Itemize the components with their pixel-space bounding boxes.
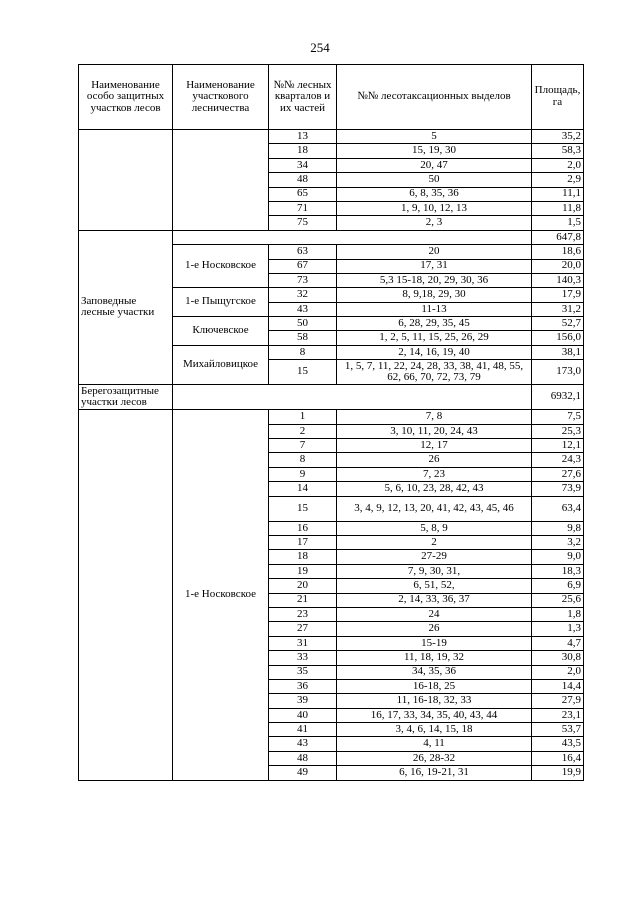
page-number: 254 — [310, 40, 330, 55]
plots-cell: 26 — [337, 453, 532, 467]
area-cell: 18,6 — [532, 245, 584, 259]
area-cell: 23,1 — [532, 708, 584, 722]
area-cell: 12,1 — [532, 439, 584, 453]
plots-cell: 20 — [337, 245, 532, 259]
plots-cell: 4, 11 — [337, 737, 532, 751]
area-cell: 53,7 — [532, 723, 584, 737]
protected-area-cell-continued — [79, 130, 173, 231]
forest-areas-table — [78, 64, 584, 781]
plots-cell: 2, 14, 33, 36, 37 — [337, 593, 532, 607]
plots-cell: 7, 8 — [337, 410, 532, 424]
quarter-cell: 71 — [269, 201, 337, 215]
plots-cell: 6, 51, 52, — [337, 579, 532, 593]
plots-cell: 2, 3 — [337, 216, 532, 230]
plots-cell: 1, 5, 7, 11, 22, 24, 28, 33, 38, 41, 48, 55, 62, 66, 70, 72, 73, 79 — [337, 360, 532, 385]
plots-cell: 8, 9,18, 29, 30 — [337, 288, 532, 302]
area-cell: 27,6 — [532, 467, 584, 481]
plots-cell: 15-19 — [337, 636, 532, 650]
area-cell: 9,8 — [532, 521, 584, 535]
area-cell: 25,3 — [532, 424, 584, 438]
header-protected-area-name: Наименование особо защитных участков лесов — [79, 65, 173, 130]
quarter-cell: 8 — [269, 345, 337, 359]
plots-cell: 6, 28, 29, 35, 45 — [337, 317, 532, 331]
plots-cell: 1, 2, 5, 11, 15, 25, 26, 29 — [337, 331, 532, 345]
quarter-cell: 7 — [269, 439, 337, 453]
protected-area-name: Заповедные лесные участки — [79, 230, 173, 385]
table-row — [79, 130, 584, 144]
quarter-cell: 17 — [269, 535, 337, 549]
quarter-cell: 34 — [269, 158, 337, 172]
quarter-cell: 48 — [269, 751, 337, 765]
plots-cell: 12, 17 — [337, 439, 532, 453]
area-cell: 63,4 — [532, 496, 584, 521]
area-cell: 2,0 — [532, 158, 584, 172]
quarter-cell: 41 — [269, 723, 337, 737]
plots-cell: 15, 19, 30 — [337, 144, 532, 158]
plots-cell: 5 — [337, 130, 532, 144]
area-cell: 43,5 — [532, 737, 584, 751]
area-cell: 11,1 — [532, 187, 584, 201]
quarter-cell: 65 — [269, 187, 337, 201]
section-total-row — [79, 385, 584, 410]
area-cell: 24,3 — [532, 453, 584, 467]
quarter-cell: 43 — [269, 302, 337, 316]
header-forestry-name: Наименование участкового лесничества — [173, 65, 269, 130]
protected-area-name: Берегозащитные участки лесов — [79, 385, 173, 410]
plots-cell: 6, 8, 35, 36 — [337, 187, 532, 201]
plots-cell: 11, 16-18, 32, 33 — [337, 694, 532, 708]
section-total-area: 6932,1 — [532, 385, 584, 410]
section-total-area: 647,8 — [532, 230, 584, 244]
area-cell: 140,3 — [532, 273, 584, 287]
area-cell: 173,0 — [532, 360, 584, 385]
section-total-row — [79, 230, 584, 244]
header-plot-numbers: №№ лесотаксационных выделов — [337, 65, 532, 130]
header-area: Площадь, га — [532, 65, 584, 130]
quarter-cell: 75 — [269, 216, 337, 230]
area-cell: 17,9 — [532, 288, 584, 302]
area-cell: 1,8 — [532, 607, 584, 621]
quarter-cell: 73 — [269, 273, 337, 287]
quarter-cell: 19 — [269, 564, 337, 578]
area-cell: 156,0 — [532, 331, 584, 345]
plots-cell: 3, 4, 9, 12, 13, 20, 41, 42, 43, 45, 46 — [337, 496, 532, 521]
area-cell: 11,8 — [532, 201, 584, 215]
area-cell: 2,0 — [532, 665, 584, 679]
quarter-cell: 49 — [269, 766, 337, 780]
plots-cell: 5,3 15-18, 20, 29, 30, 36 — [337, 273, 532, 287]
plots-cell: 5, 6, 10, 23, 28, 42, 43 — [337, 482, 532, 496]
area-cell: 4,7 — [532, 636, 584, 650]
area-cell: 38,1 — [532, 345, 584, 359]
quarter-cell: 9 — [269, 467, 337, 481]
plots-cell: 7, 9, 30, 31, — [337, 564, 532, 578]
forestry-name: 1-е Носковское — [173, 410, 269, 780]
quarter-cell: 14 — [269, 482, 337, 496]
quarter-cell: 21 — [269, 593, 337, 607]
area-cell: 58,3 — [532, 144, 584, 158]
plots-cell: 16, 17, 33, 34, 35, 40, 43, 44 — [337, 708, 532, 722]
area-cell: 27,9 — [532, 694, 584, 708]
quarter-cell: 18 — [269, 144, 337, 158]
plots-cell: 2 — [337, 535, 532, 549]
plots-cell: 17, 31 — [337, 259, 532, 273]
plots-cell: 3, 4, 6, 14, 15, 18 — [337, 723, 532, 737]
quarter-cell: 18 — [269, 550, 337, 564]
plots-cell: 11-13 — [337, 302, 532, 316]
forestry-name: 1-е Пыщугское — [173, 288, 269, 317]
quarter-cell: 20 — [269, 579, 337, 593]
forestry-name: 1-е Носковское — [173, 245, 269, 288]
area-cell: 31,2 — [532, 302, 584, 316]
area-cell: 7,5 — [532, 410, 584, 424]
quarter-cell: 67 — [269, 259, 337, 273]
header-quarter-numbers: №№ лесных кварталов и их частей — [269, 65, 337, 130]
area-cell: 6,9 — [532, 579, 584, 593]
section-total-spacer — [173, 385, 532, 410]
quarter-cell: 58 — [269, 331, 337, 345]
plots-cell: 2, 14, 16, 19, 40 — [337, 345, 532, 359]
quarter-cell: 39 — [269, 694, 337, 708]
plots-cell: 11, 18, 19, 32 — [337, 651, 532, 665]
quarter-cell: 8 — [269, 453, 337, 467]
area-cell: 73,9 — [532, 482, 584, 496]
area-cell: 14,4 — [532, 679, 584, 693]
quarter-cell: 36 — [269, 679, 337, 693]
quarter-cell: 2 — [269, 424, 337, 438]
plots-cell: 50 — [337, 173, 532, 187]
quarter-cell: 15 — [269, 496, 337, 521]
quarter-cell: 27 — [269, 622, 337, 636]
plots-cell: 16-18, 25 — [337, 679, 532, 693]
plots-cell: 20, 47 — [337, 158, 532, 172]
area-cell: 30,8 — [532, 651, 584, 665]
plots-cell: 27-29 — [337, 550, 532, 564]
quarter-cell: 50 — [269, 317, 337, 331]
quarter-cell: 63 — [269, 245, 337, 259]
section-total-spacer — [173, 230, 532, 244]
area-cell: 2,9 — [532, 173, 584, 187]
area-cell: 25,6 — [532, 593, 584, 607]
plots-cell: 6, 16, 19-21, 31 — [337, 766, 532, 780]
quarter-cell: 43 — [269, 737, 337, 751]
quarter-cell: 31 — [269, 636, 337, 650]
area-cell: 1,3 — [532, 622, 584, 636]
plots-cell: 1, 9, 10, 12, 13 — [337, 201, 532, 215]
forestry-name: Михайловицкое — [173, 345, 269, 384]
quarter-cell: 48 — [269, 173, 337, 187]
plots-cell: 26, 28-32 — [337, 751, 532, 765]
area-cell: 35,2 — [532, 130, 584, 144]
plots-cell: 3, 10, 11, 20, 24, 43 — [337, 424, 532, 438]
plots-cell: 24 — [337, 607, 532, 621]
quarter-cell: 1 — [269, 410, 337, 424]
quarter-cell: 33 — [269, 651, 337, 665]
area-cell: 20,0 — [532, 259, 584, 273]
quarter-cell: 13 — [269, 130, 337, 144]
area-cell: 1,5 — [532, 216, 584, 230]
quarter-cell: 16 — [269, 521, 337, 535]
area-cell: 16,4 — [532, 751, 584, 765]
quarter-cell: 15 — [269, 360, 337, 385]
quarter-cell: 35 — [269, 665, 337, 679]
area-cell: 9,0 — [532, 550, 584, 564]
area-cell: 19,9 — [532, 766, 584, 780]
plots-cell: 5, 8, 9 — [337, 521, 532, 535]
table-header-row — [79, 65, 584, 130]
quarter-cell: 40 — [269, 708, 337, 722]
plots-cell: 26 — [337, 622, 532, 636]
area-cell: 3,2 — [532, 535, 584, 549]
plots-cell: 34, 35, 36 — [337, 665, 532, 679]
area-cell: 18,3 — [532, 564, 584, 578]
quarter-cell: 23 — [269, 607, 337, 621]
plots-cell: 7, 23 — [337, 467, 532, 481]
forestry-name: Ключевское — [173, 317, 269, 346]
quarter-cell: 32 — [269, 288, 337, 302]
forestry-cell-continued — [173, 130, 269, 231]
protected-area-cell-empty — [79, 410, 173, 780]
table-row — [79, 410, 584, 424]
area-cell: 52,7 — [532, 317, 584, 331]
